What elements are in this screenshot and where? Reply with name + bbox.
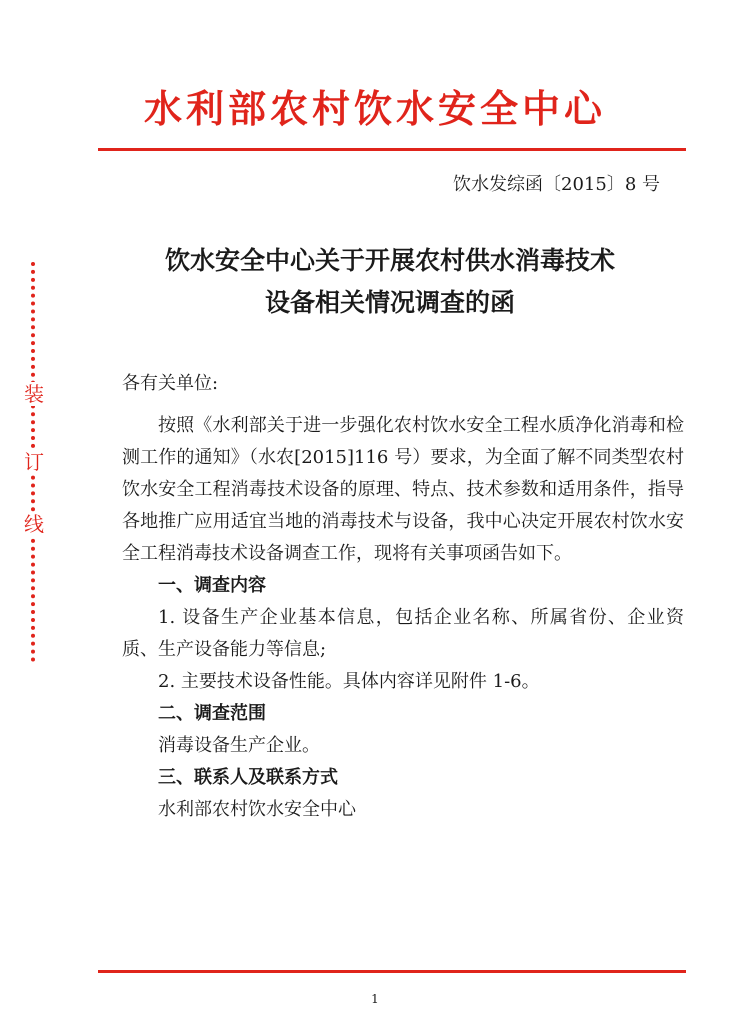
section-1-heading: 一、调查内容 [158,575,266,596]
document-body [122,368,684,826]
document-title [100,240,680,324]
binding-line [22,262,46,662]
binding-char-ding: 订 [24,450,44,474]
page-number: 1 [371,992,379,1006]
title-line-1: 饮水安全中心关于开展农村供水消毒技术 [164,246,615,275]
organization-header: 水利部农村饮水安全中心 [143,87,606,131]
salutation: 各有关单位: [122,373,219,394]
binding-char-xian: 线 [24,512,44,536]
binding-char-zhuang: 装 [24,382,44,406]
section-1-item-1: 1. 设备生产企业基本信息，包括企业名称、所属省份、企业资质、生产设备能力等信息; [122,607,684,660]
intro-paragraph: 按照《水利部关于进一步强化农村饮水安全工程水质净化消毒和检测工作的通知》（水农[2015]116 号）要求，为全面了解不同类型农村饮水安全工程消毒技术设备的原理、特点、技术参数和适用条件，指导各地推广应用适宜当地的消毒技术与设备，我中心决定开展农村饮水安全工程消毒技术设备调查工作，现将有关事项函告如下。 [122,415,684,564]
section-3-heading: 三、联系人及联系方式 [158,767,338,788]
section-2-text: 消毒设备生产企业。 [158,735,320,756]
section-1-item-2: 2. 主要技术设备性能。具体内容详见附件 1-6。 [158,671,540,692]
document-number: 饮水发综函〔2015〕8 号 [453,174,660,195]
header-red-rule [98,148,686,151]
title-line-2: 设备相关情况调查的函 [264,288,515,317]
section-3-text: 水利部农村饮水安全中心 [158,799,356,820]
footer-red-rule [98,970,686,973]
section-2-heading: 二、调查范围 [158,703,266,724]
